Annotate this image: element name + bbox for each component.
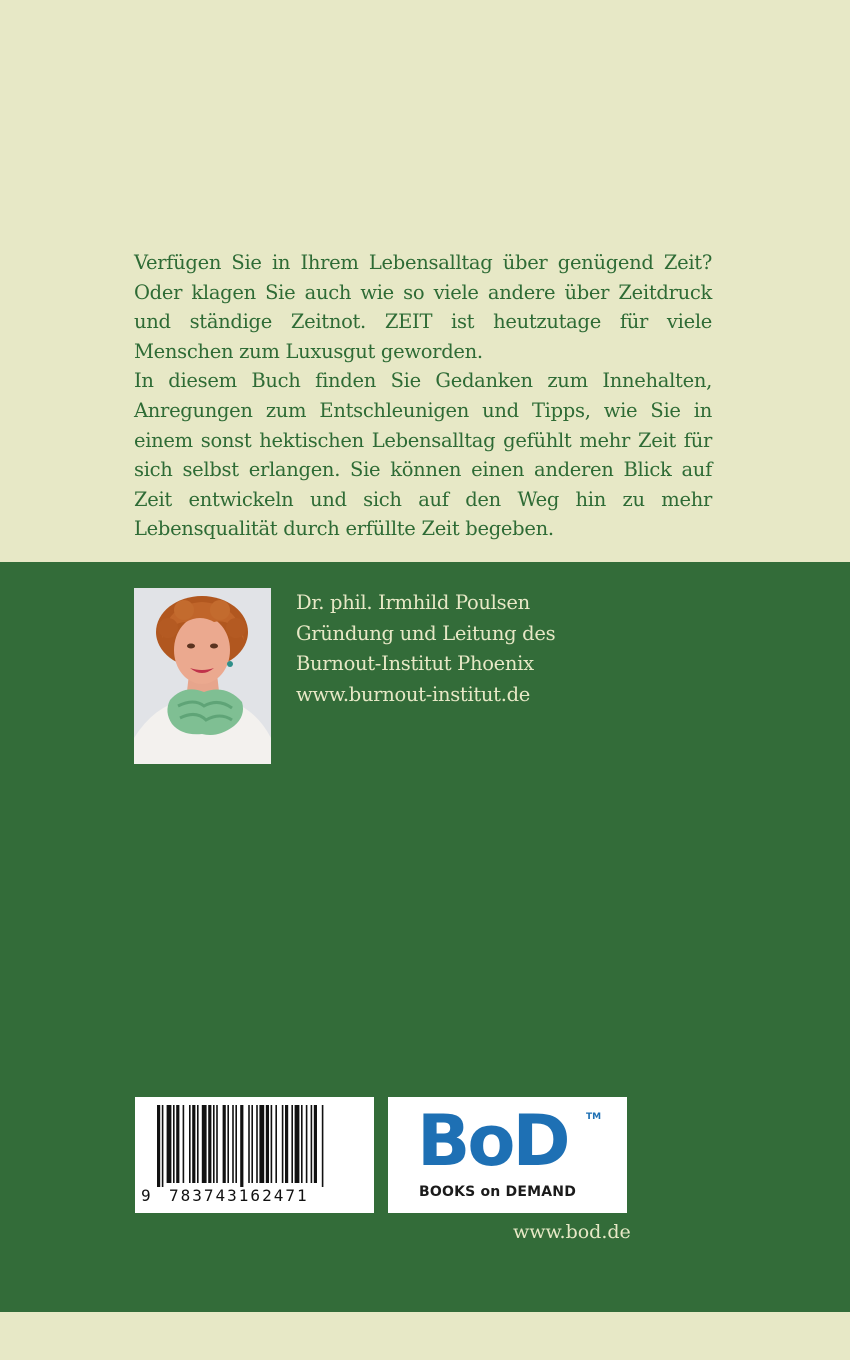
barcode-bar — [285, 1105, 288, 1183]
publisher-logo-box — [388, 1097, 627, 1213]
author-photo — [134, 588, 271, 764]
barcode-bar — [223, 1105, 226, 1183]
barcode-bar — [259, 1105, 264, 1183]
barcode-bar — [232, 1105, 234, 1183]
barcode-bar — [235, 1105, 237, 1183]
publisher-website: www.bod.de — [513, 1221, 631, 1243]
blurb-paragraph-1: Verfügen Sie in Ihrem Lebensalltag über genügend Zeit? Oder klagen Sie auch wie so viele andere über Zeitdruck und ständige Zeitnot. ZEIT ist heutzutage für viele Menschen zum Luxusgut geworden. — [134, 251, 712, 363]
barcode-bar — [216, 1105, 218, 1183]
barcode-bar — [266, 1105, 269, 1183]
author-portrait-illustration — [134, 588, 271, 764]
barcode-bar — [248, 1105, 250, 1183]
barcode-bar — [213, 1105, 215, 1183]
author-role-line-2: Burnout-Institut Phoenix — [296, 652, 534, 675]
barcode-bar — [157, 1105, 160, 1187]
barcode-bar — [162, 1105, 164, 1187]
author-role-line-1: Gründung und Leitung des — [296, 621, 556, 645]
barcode-bar — [322, 1105, 324, 1187]
author-name: Dr. phil. Irmhild Poulsen — [296, 591, 530, 614]
author-website: www.burnout-institut.de — [296, 682, 531, 706]
barcode-bar — [197, 1105, 199, 1183]
author-info — [296, 588, 555, 710]
barcode-bar — [192, 1105, 195, 1183]
barcode-bar — [311, 1105, 313, 1183]
book-blurb — [134, 248, 712, 544]
barcode-bar — [208, 1105, 211, 1183]
barcode-bar — [173, 1105, 175, 1183]
barcode-bar — [301, 1105, 303, 1183]
barcode-bar — [167, 1105, 172, 1183]
barcode-bar — [251, 1105, 253, 1183]
barcode-bar — [202, 1105, 207, 1183]
barcode-first-digit: 9 — [141, 1186, 153, 1205]
barcode-bar — [306, 1105, 308, 1183]
barcode-bar — [240, 1105, 243, 1187]
barcode-bar — [227, 1105, 229, 1183]
blurb-paragraph-2: In diesem Buch finden Sie Gedanken zum Innehalten, Anregungen zum Entschleunigen und Tipps, wie Sie in einem sonst hektischen Lebensalltag gefühlt mehr Zeit für sich selbst erlangen. Sie können einen anderen Blick auf Zeit entwickeln und sich auf den Weg hin zu mehr Lebensqualität durch erfüllte Zeit begeben. — [134, 369, 712, 541]
barcode-bar — [271, 1105, 273, 1183]
bod-logo: BoD — [417, 1100, 568, 1182]
cover-bottom-strip — [0, 1312, 850, 1360]
barcode-bar — [256, 1105, 258, 1183]
barcode-bars — [135, 1097, 374, 1187]
barcode-bar — [176, 1105, 179, 1183]
barcode-bar — [275, 1105, 277, 1183]
barcode-bar — [183, 1105, 185, 1183]
bod-trademark: TM — [586, 1112, 602, 1122]
isbn-barcode — [135, 1097, 374, 1213]
barcode-number: 783743162471 — [169, 1186, 309, 1205]
barcode-bar — [295, 1105, 300, 1183]
barcode-bar — [189, 1105, 191, 1183]
barcode-bar — [291, 1105, 293, 1183]
barcode-bar — [282, 1105, 284, 1183]
barcode-bar — [314, 1105, 317, 1183]
bod-tagline: BOOKS on DEMAND — [419, 1184, 577, 1200]
